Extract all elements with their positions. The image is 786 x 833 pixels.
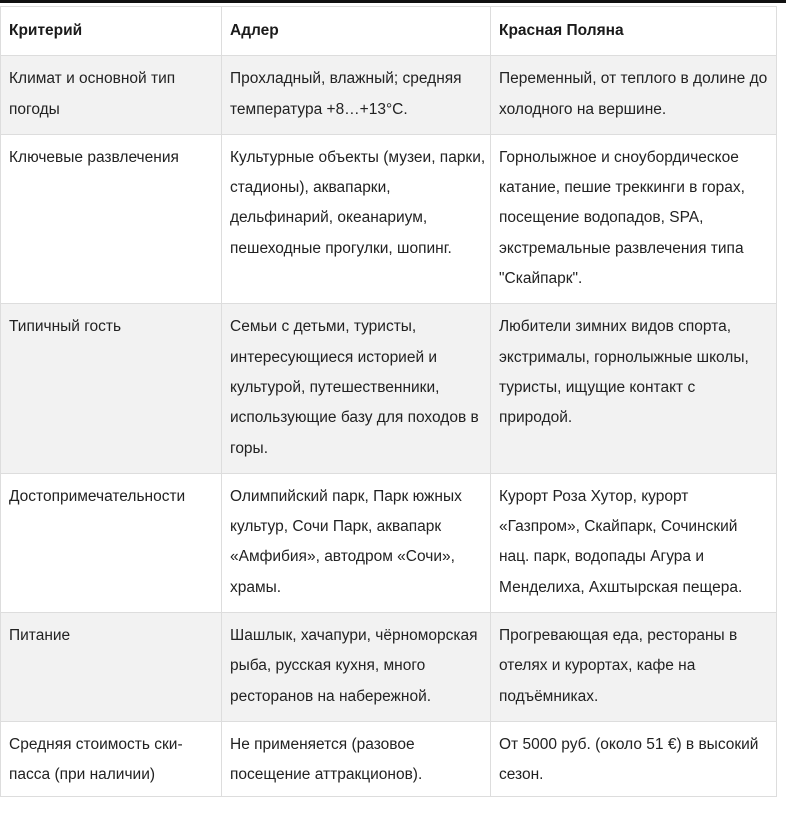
table-header <box>1 7 777 56</box>
cell-krasnaya-polyana: Переменный, от теплого в долине до холодного на вершине. <box>491 56 777 135</box>
table-header-row <box>1 7 777 56</box>
cell-krasnaya-polyana: Горнолыжное и сноубордическое катание, пешие треккинги в горах, посещение водопадов, SPA, экстремальные развлечения типа "Скайпарк". <box>491 134 777 303</box>
cell-criterion: Ключевые развлечения <box>1 134 222 303</box>
header-adler: Адлер <box>222 7 491 56</box>
cell-criterion: Питание <box>1 613 222 722</box>
table-row <box>1 56 777 135</box>
cell-adler: Культурные объекты (музеи, парки, стадионы), аквапарки, дельфинарий, океанариум, пешеходные прогулки, шопинг. <box>222 134 491 303</box>
cell-criterion: Климат и основной тип погоды <box>1 56 222 135</box>
cell-adler: Прохладный, влажный; средняя температура +8…+13°C. <box>222 56 491 135</box>
cell-krasnaya-polyana: От 5000 руб. (около 51 €) в высокий сезон. <box>491 721 777 796</box>
comparison-table <box>0 6 777 797</box>
cell-krasnaya-polyana: Прогревающая еда, рестораны в отелях и курортах, кафе на подъёмниках. <box>491 613 777 722</box>
cell-adler: Не применяется (разовое посещение аттракционов). <box>222 721 491 796</box>
cell-criterion: Средняя стоимость ски-пасса (при наличии) <box>1 721 222 796</box>
table-row <box>1 304 777 473</box>
cell-adler: Шашлык, хачапури, чёрноморская рыба, русская кухня, много ресторанов на набережной. <box>222 613 491 722</box>
cell-krasnaya-polyana: Любители зимних видов спорта, экстрималы, горнолыжные школы, туристы, ищущие контакт с природой. <box>491 304 777 473</box>
top-border-line <box>0 0 786 3</box>
cell-krasnaya-polyana: Курорт Роза Хутор, курорт «Газпром», Скайпарк, Сочинский нац. парк, водопады Агура и Менделиха, Ахштырская пещера. <box>491 473 777 612</box>
header-krasnaya-polyana: Красная Поляна <box>491 7 777 56</box>
cell-criterion: Достопримечательности <box>1 473 222 612</box>
header-criterion: Критерий <box>1 7 222 56</box>
cell-adler: Семьи с детьми, туристы, интересующиеся историей и культурой, путешественники, использующие базу для походов в горы. <box>222 304 491 473</box>
cell-criterion: Типичный гость <box>1 304 222 473</box>
cell-adler: Олимпийский парк, Парк южных культур, Сочи Парк, аквапарк «Амфибия», автодром «Сочи», храмы. <box>222 473 491 612</box>
table-body <box>1 56 777 796</box>
table-row <box>1 134 777 303</box>
table-row <box>1 613 777 722</box>
table-row <box>1 721 777 796</box>
table-row <box>1 473 777 612</box>
